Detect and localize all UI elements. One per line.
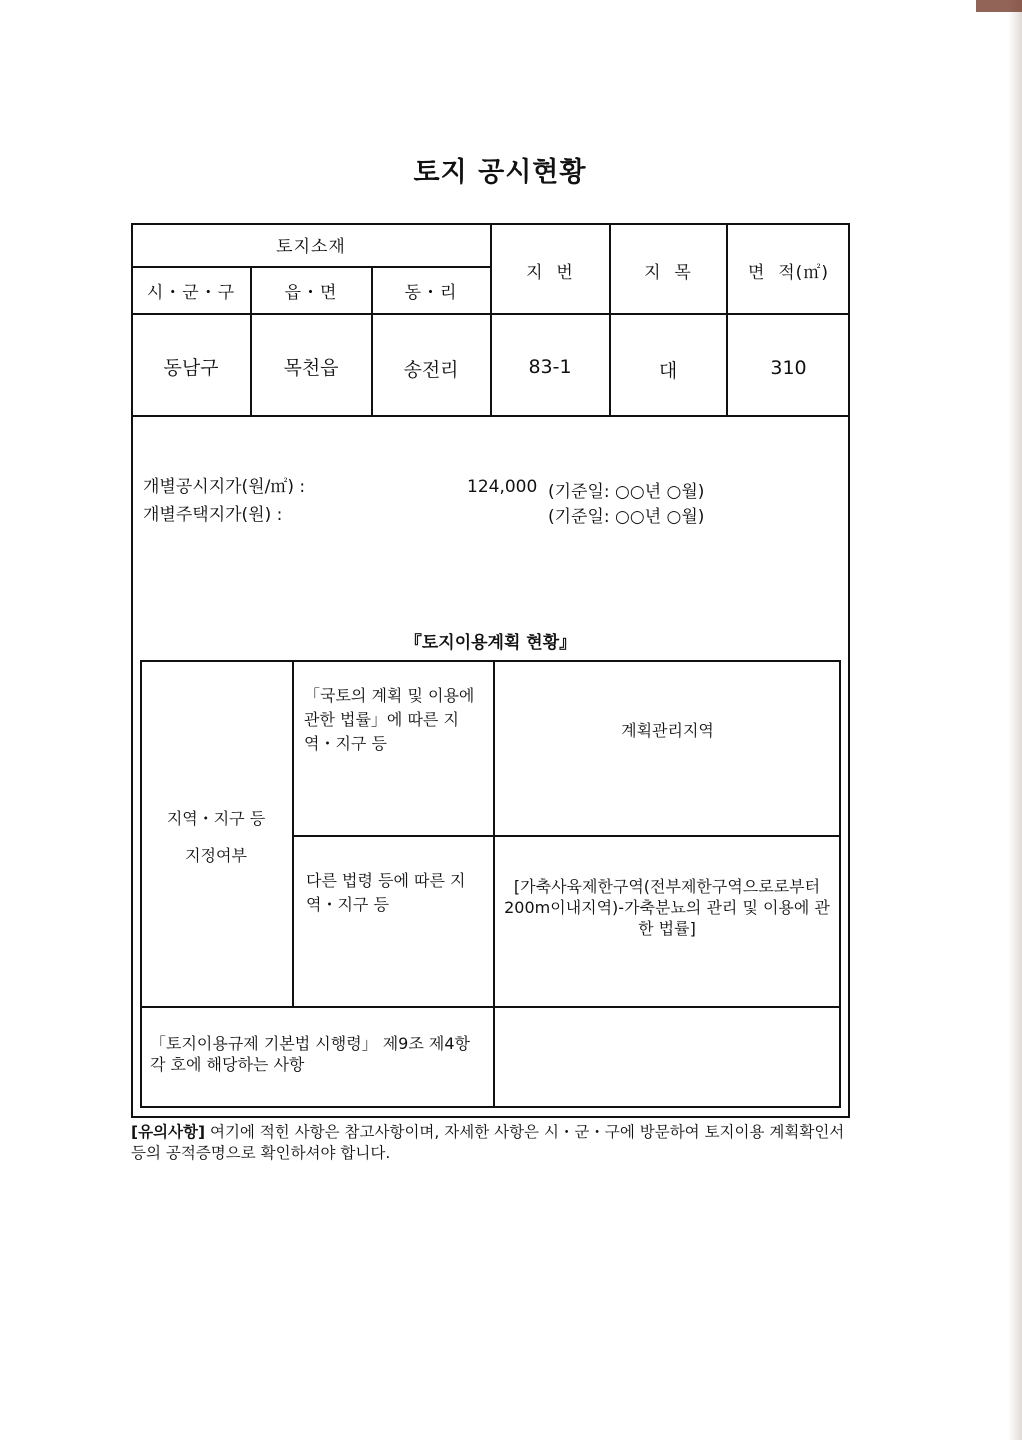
law2-label: 다른 법령 등에 따른 지역・지구 등 [306, 871, 466, 914]
law1-label: 「국토의 계획 및 이용에 관한 법률」에 따른 지역・지구 등 [304, 686, 475, 753]
divider [140, 1006, 841, 1008]
header-sigungu: 시・군・구 [146, 283, 236, 303]
cell-area: 310 [770, 357, 807, 379]
page-edge-shadow [1008, 0, 1022, 1440]
cell-jibeon: 83-1 [528, 356, 572, 378]
law1-value: 계획관리지역 [621, 721, 714, 740]
notice-tag: [유의사항] [131, 1123, 206, 1141]
cell-dongri: 송전리 [403, 359, 459, 381]
house-price-date: (기준일: ○○년 ○월) [548, 507, 705, 527]
divider [292, 660, 294, 1008]
header-dongri: 동・리 [404, 283, 458, 303]
corner-mark [976, 0, 1022, 12]
zone-label-1: 지역・지구 등 [166, 809, 266, 828]
law2-value: [가축사육제한구역(전부제한구역으로로부터200m이내지역)-가축분뇨의 관리 및 이용에 관한 법률] [504, 877, 830, 938]
notice [131, 1122, 851, 1164]
divider [131, 266, 491, 268]
land-price-date: (기준일: ○○년 ○월) [548, 482, 705, 502]
zone-label-2: 지정여부 [185, 846, 247, 865]
land-price-value: 124,000 [467, 477, 538, 497]
regulation-label: 「토지이용규제 기본법 시행령」 제9조 제4항 각 호에 해당하는 사항 [150, 1034, 470, 1074]
cell-eupmyeon: 목천읍 [283, 357, 339, 379]
divider [609, 223, 611, 416]
document-title: 토지 공시현황 [413, 157, 587, 188]
header-jibeon: 지 번 [526, 263, 574, 283]
header-area: 면 적(㎡) [748, 263, 829, 283]
notice-text: 여기에 적힌 사항은 참고사항이며, 자세한 사항은 시・군・구에 방문하여 토지이용 계획확인서 등의 공적증명으로 확인하셔야 합니다. [131, 1123, 845, 1162]
house-price-label: 개별주택지가(원) : [143, 505, 283, 525]
divider [726, 223, 728, 416]
header-location: 토지소재 [276, 237, 346, 257]
plan-section-title: 『토지이용계획 현황』 [404, 633, 577, 653]
header-eupmyeon: 읍・면 [284, 283, 338, 303]
header-jimok: 지 목 [644, 263, 692, 283]
cell-jimok: 대 [658, 360, 678, 382]
divider [292, 835, 841, 837]
cell-sigungu: 동남구 [163, 357, 219, 379]
land-price-label: 개별공시지가(원/㎡) : [143, 477, 306, 497]
